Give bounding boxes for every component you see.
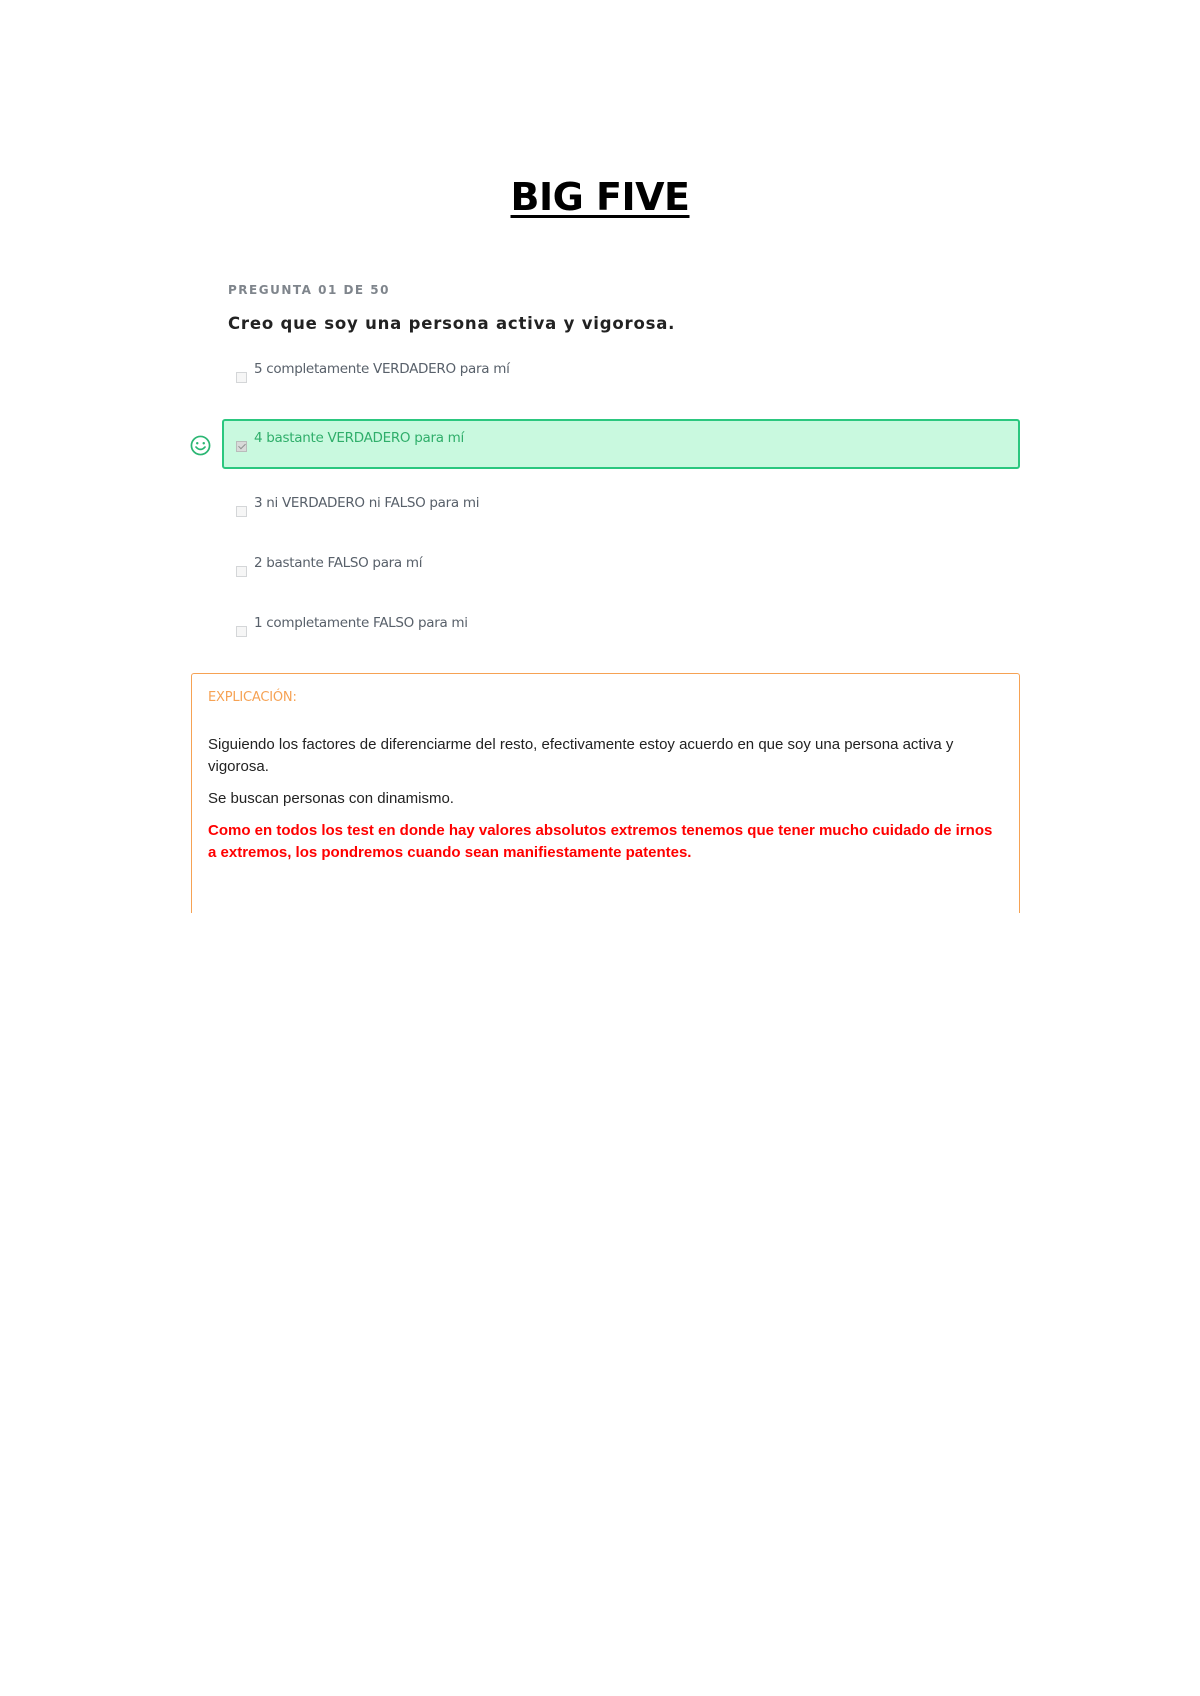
option-label: 5 completamente VERDADERO para mí [254,361,510,377]
option-5[interactable] [222,350,1020,400]
option-3[interactable] [222,484,1020,534]
option-label: 4 bastante VERDADERO para mí [254,430,464,446]
option-checkbox[interactable] [236,372,247,383]
option-label: 1 completamente FALSO para mi [254,615,468,631]
option-1[interactable] [222,604,1020,654]
option-checkbox[interactable] [236,566,247,577]
option-checkbox-checked[interactable] [236,441,247,452]
option-checkbox[interactable] [236,506,247,517]
explanation-paragraph: Siguiendo los factores de diferenciarme del resto, efectivamente estoy acuerdo en que soy una persona activa y vigorosa. [208,736,954,775]
option-4-selected[interactable] [222,419,1020,469]
option-label: 2 bastante FALSO para mí [254,555,423,571]
option-2[interactable] [222,544,1020,594]
document-title: BIG FIVE [510,175,690,220]
explanation-paragraph: Se buscan personas con dinamismo. [208,790,454,807]
option-checkbox[interactable] [236,626,247,637]
explanation-heading: EXPLICACIÓN: [208,690,297,705]
smiley-face-icon [190,435,211,456]
option-label: 3 ni VERDADERO ni FALSO para mi [254,495,480,511]
question-counter: PREGUNTA 01 DE 50 [228,283,390,297]
question-text: Creo que soy una persona activa y vigorosa. [228,314,676,333]
explanation-panel [191,673,1020,913]
explanation-warning: Como en todos los test en donde hay valores absolutos extremos tenemos que tener mucho cuidado de irnos a extremos, los pondremos cuando sean manifiestamente patentes. [208,822,993,861]
